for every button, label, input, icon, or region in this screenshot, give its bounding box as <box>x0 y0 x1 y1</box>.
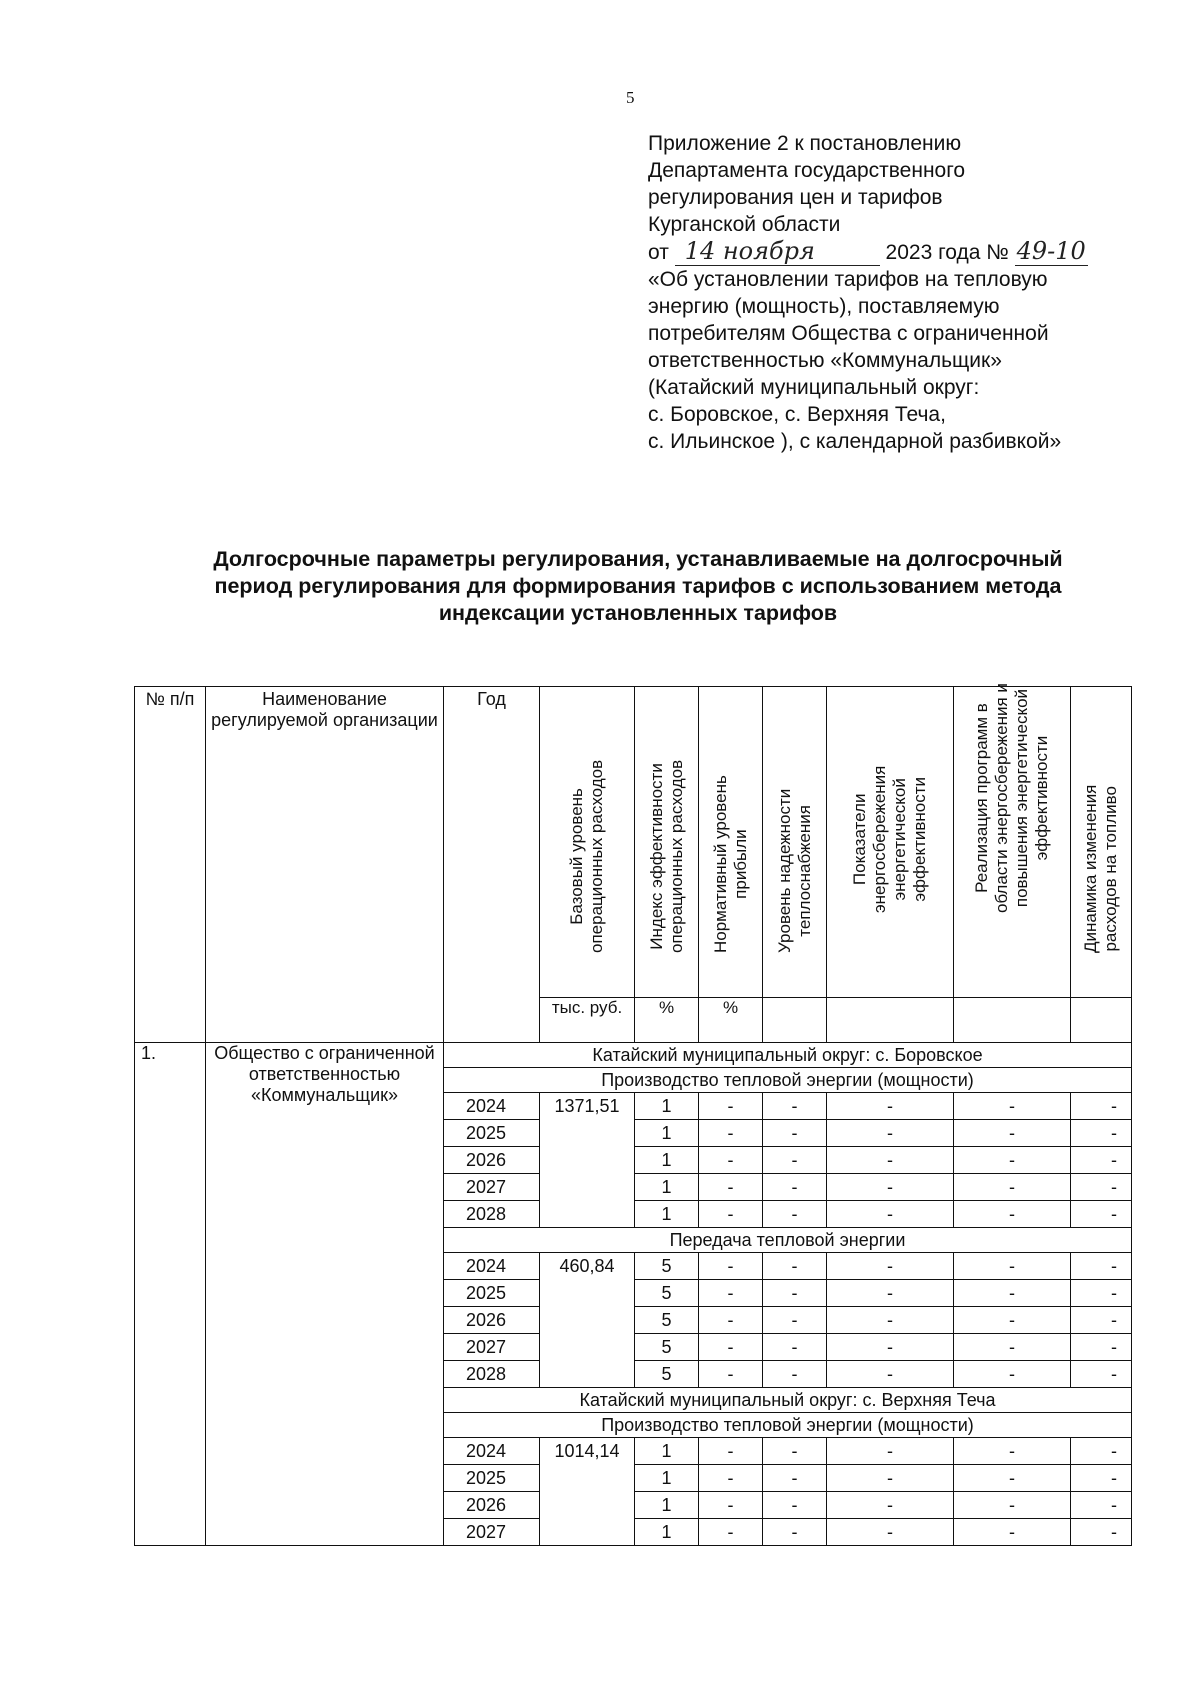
appendix-subject-line: с. Ильинское ), с календарной разбивкой» <box>648 430 1062 453</box>
reliability-cell: - <box>763 1253 827 1280</box>
fuel-cell: - <box>1071 1438 1132 1465</box>
reliability-cell: - <box>763 1438 827 1465</box>
appendix-line: Приложение 2 к постановлению <box>648 132 962 155</box>
programs-cell: - <box>954 1492 1071 1519</box>
energy-cell: - <box>827 1174 954 1201</box>
programs-cell: - <box>954 1201 1071 1228</box>
row-number: 1. <box>135 1043 206 1546</box>
energy-cell: - <box>827 1201 954 1228</box>
profit-cell: - <box>699 1174 763 1201</box>
header-org: Наименование регулируемой организации <box>206 687 444 1043</box>
title-line: индексации установленных тарифов <box>438 601 838 625</box>
profit-cell: - <box>699 1280 763 1307</box>
profit-cell: - <box>699 1361 763 1388</box>
fuel-cell: - <box>1071 1253 1132 1280</box>
appendix-date-line <box>648 238 1148 266</box>
header-base-text: Базовый уровень операционных расходов <box>567 759 606 953</box>
appendix-subject-line: «Об установлении тарифов на тепловую <box>648 268 1048 291</box>
year-cell: 2028 <box>444 1361 540 1388</box>
fuel-cell: - <box>1071 1280 1132 1307</box>
efficiency-index-cell: 1 <box>635 1465 699 1492</box>
energy-cell: - <box>827 1120 954 1147</box>
reliability-cell: - <box>763 1361 827 1388</box>
header-year: Год <box>444 687 540 1043</box>
district-heading-row <box>135 1043 1132 1068</box>
appendix-subject-line: ответственностью «Коммунальщик» <box>648 349 1002 372</box>
unit-reliability <box>763 998 827 1043</box>
reliability-cell: - <box>763 1093 827 1120</box>
profit-cell: - <box>699 1438 763 1465</box>
unit-index: % <box>635 998 699 1043</box>
reliability-cell: - <box>763 1307 827 1334</box>
title-line: период регулирования для формирования тарифов с использованием метода <box>214 574 1062 598</box>
energy-cell: - <box>827 1465 954 1492</box>
energy-cell: - <box>827 1361 954 1388</box>
appendix-block <box>648 130 1148 455</box>
fuel-cell: - <box>1071 1093 1132 1120</box>
activity-heading: Производство тепловой энергии (мощности) <box>444 1413 1132 1438</box>
fuel-cell: - <box>1071 1361 1132 1388</box>
year-cell: 2026 <box>444 1147 540 1174</box>
energy-cell: - <box>827 1147 954 1174</box>
profit-cell: - <box>699 1201 763 1228</box>
unit-energy <box>827 998 954 1043</box>
profit-cell: - <box>699 1492 763 1519</box>
district-heading: Катайский муниципальный округ: с. Верхняя Теча <box>444 1388 1132 1413</box>
efficiency-index-cell: 1 <box>635 1492 699 1519</box>
efficiency-index-cell: 1 <box>635 1120 699 1147</box>
year-cell: 2024 <box>444 1438 540 1465</box>
efficiency-index-cell: 5 <box>635 1307 699 1334</box>
reliability-cell: - <box>763 1334 827 1361</box>
appendix-line: Департамента государственного <box>648 159 966 182</box>
profit-cell: - <box>699 1465 763 1492</box>
energy-cell: - <box>827 1438 954 1465</box>
programs-cell: - <box>954 1361 1071 1388</box>
efficiency-index-cell: 1 <box>635 1519 699 1546</box>
energy-cell: - <box>827 1492 954 1519</box>
header-energy-text: Показатели энергосбережения энергетической эффективности <box>850 765 929 913</box>
handwritten-date: 14 ноября <box>675 238 880 266</box>
year-text: 2023 года № <box>885 241 1009 264</box>
appendix-subject-line: с. Боровское, с. Верхняя Теча, <box>648 403 946 426</box>
reliability-cell: - <box>763 1492 827 1519</box>
reliability-cell: - <box>763 1280 827 1307</box>
year-cell: 2025 <box>444 1465 540 1492</box>
programs-cell: - <box>954 1120 1071 1147</box>
activity-heading: Передача тепловой энергии <box>444 1228 1132 1253</box>
fuel-cell: - <box>1071 1492 1132 1519</box>
header-num: № п/п <box>135 687 206 1043</box>
fuel-cell: - <box>1071 1519 1132 1546</box>
year-cell: 2025 <box>444 1280 540 1307</box>
header-programs-text: Реализация программ в области энергосбережения и повышения энергетической эффективности <box>972 683 1051 913</box>
year-cell: 2028 <box>444 1201 540 1228</box>
fuel-cell: - <box>1071 1174 1132 1201</box>
page-number: 5 <box>626 88 635 107</box>
header-reliability <box>763 687 827 998</box>
energy-cell: - <box>827 1519 954 1546</box>
profit-cell: - <box>699 1147 763 1174</box>
profit-cell: - <box>699 1519 763 1546</box>
fuel-cell: - <box>1071 1120 1132 1147</box>
title-line: Долгосрочные параметры регулирования, устанавливаемые на долгосрочный <box>213 547 1063 571</box>
efficiency-index-cell: 5 <box>635 1253 699 1280</box>
header-profit-text: Нормативный уровень прибыли <box>710 775 750 953</box>
programs-cell: - <box>954 1253 1071 1280</box>
header-profit <box>699 687 763 998</box>
parameters-table <box>134 683 1132 1546</box>
unit-profit: % <box>699 998 763 1043</box>
programs-cell: - <box>954 1307 1071 1334</box>
header-index <box>635 687 699 998</box>
header-fuel-text: Динамика изменения расходов на топливо <box>1081 784 1120 953</box>
energy-cell: - <box>827 1093 954 1120</box>
efficiency-index-cell: 1 <box>635 1201 699 1228</box>
header-programs <box>954 683 1071 998</box>
year-cell: 2027 <box>444 1174 540 1201</box>
header-index-text: Индекс эффективности операционных расходов <box>646 759 686 953</box>
reliability-cell: - <box>763 1120 827 1147</box>
efficiency-index-cell: 5 <box>635 1361 699 1388</box>
year-cell: 2027 <box>444 1334 540 1361</box>
year-cell: 2026 <box>444 1492 540 1519</box>
year-cell: 2024 <box>444 1093 540 1120</box>
profit-cell: - <box>699 1307 763 1334</box>
fuel-cell: - <box>1071 1334 1132 1361</box>
programs-cell: - <box>954 1465 1071 1492</box>
profit-cell: - <box>699 1093 763 1120</box>
programs-cell: - <box>954 1147 1071 1174</box>
year-cell: 2024 <box>444 1253 540 1280</box>
profit-cell: - <box>699 1253 763 1280</box>
header-energy <box>827 687 954 998</box>
energy-cell: - <box>827 1280 954 1307</box>
header-reliability-text: Уровень надежности теплоснабжения <box>774 788 814 953</box>
energy-cell: - <box>827 1334 954 1361</box>
programs-cell: - <box>954 1093 1071 1120</box>
programs-cell: - <box>954 1280 1071 1307</box>
unit-fuel <box>1071 998 1132 1043</box>
programs-cell: - <box>954 1174 1071 1201</box>
year-cell: 2025 <box>444 1120 540 1147</box>
fuel-cell: - <box>1071 1465 1132 1492</box>
organization-name: Общество с ограниченной ответственностью «Коммунальщик» <box>206 1043 444 1546</box>
reliability-cell: - <box>763 1174 827 1201</box>
header-base <box>540 687 635 998</box>
fuel-cell: - <box>1071 1201 1132 1228</box>
document-title <box>120 546 1156 627</box>
unit-programs <box>954 998 1071 1043</box>
appendix-line: Курганской области <box>648 213 841 236</box>
reliability-cell: - <box>763 1465 827 1492</box>
reliability-cell: - <box>763 1201 827 1228</box>
base-opex-cell: 1371,51 <box>540 1093 635 1228</box>
year-cell: 2026 <box>444 1307 540 1334</box>
profit-cell: - <box>699 1334 763 1361</box>
efficiency-index-cell: 5 <box>635 1334 699 1361</box>
programs-cell: - <box>954 1438 1071 1465</box>
base-opex-cell: 1014,14 <box>540 1438 635 1546</box>
energy-cell: - <box>827 1253 954 1280</box>
energy-cell: - <box>827 1307 954 1334</box>
reliability-cell: - <box>763 1519 827 1546</box>
efficiency-index-cell: 5 <box>635 1280 699 1307</box>
efficiency-index-cell: 1 <box>635 1174 699 1201</box>
appendix-subject-line: (Катайский муниципальный округ: <box>648 376 980 399</box>
handwritten-number: 49-10 <box>1016 237 1086 265</box>
district-heading: Катайский муниципальный округ: с. Боровское <box>444 1043 1132 1068</box>
efficiency-index-cell: 1 <box>635 1438 699 1465</box>
efficiency-index-cell: 1 <box>635 1093 699 1120</box>
date-prefix: от <box>648 241 669 264</box>
header-row <box>135 687 1132 998</box>
appendix-line: регулирования цен и тарифов <box>648 186 943 209</box>
profit-cell: - <box>699 1120 763 1147</box>
base-opex-cell: 460,84 <box>540 1253 635 1388</box>
programs-cell: - <box>954 1519 1071 1546</box>
fuel-cell: - <box>1071 1307 1132 1334</box>
header-fuel <box>1071 687 1132 998</box>
appendix-subject-line: энергию (мощность), поставляемую <box>648 295 1000 318</box>
appendix-subject-line: потребителям Общества с ограниченной <box>648 322 1049 345</box>
efficiency-index-cell: 1 <box>635 1147 699 1174</box>
fuel-cell: - <box>1071 1147 1132 1174</box>
unit-base: тыс. руб. <box>540 998 635 1043</box>
programs-cell: - <box>954 1334 1071 1361</box>
year-cell: 2027 <box>444 1519 540 1546</box>
activity-heading: Производство тепловой энергии (мощности) <box>444 1068 1132 1093</box>
reliability-cell: - <box>763 1147 827 1174</box>
